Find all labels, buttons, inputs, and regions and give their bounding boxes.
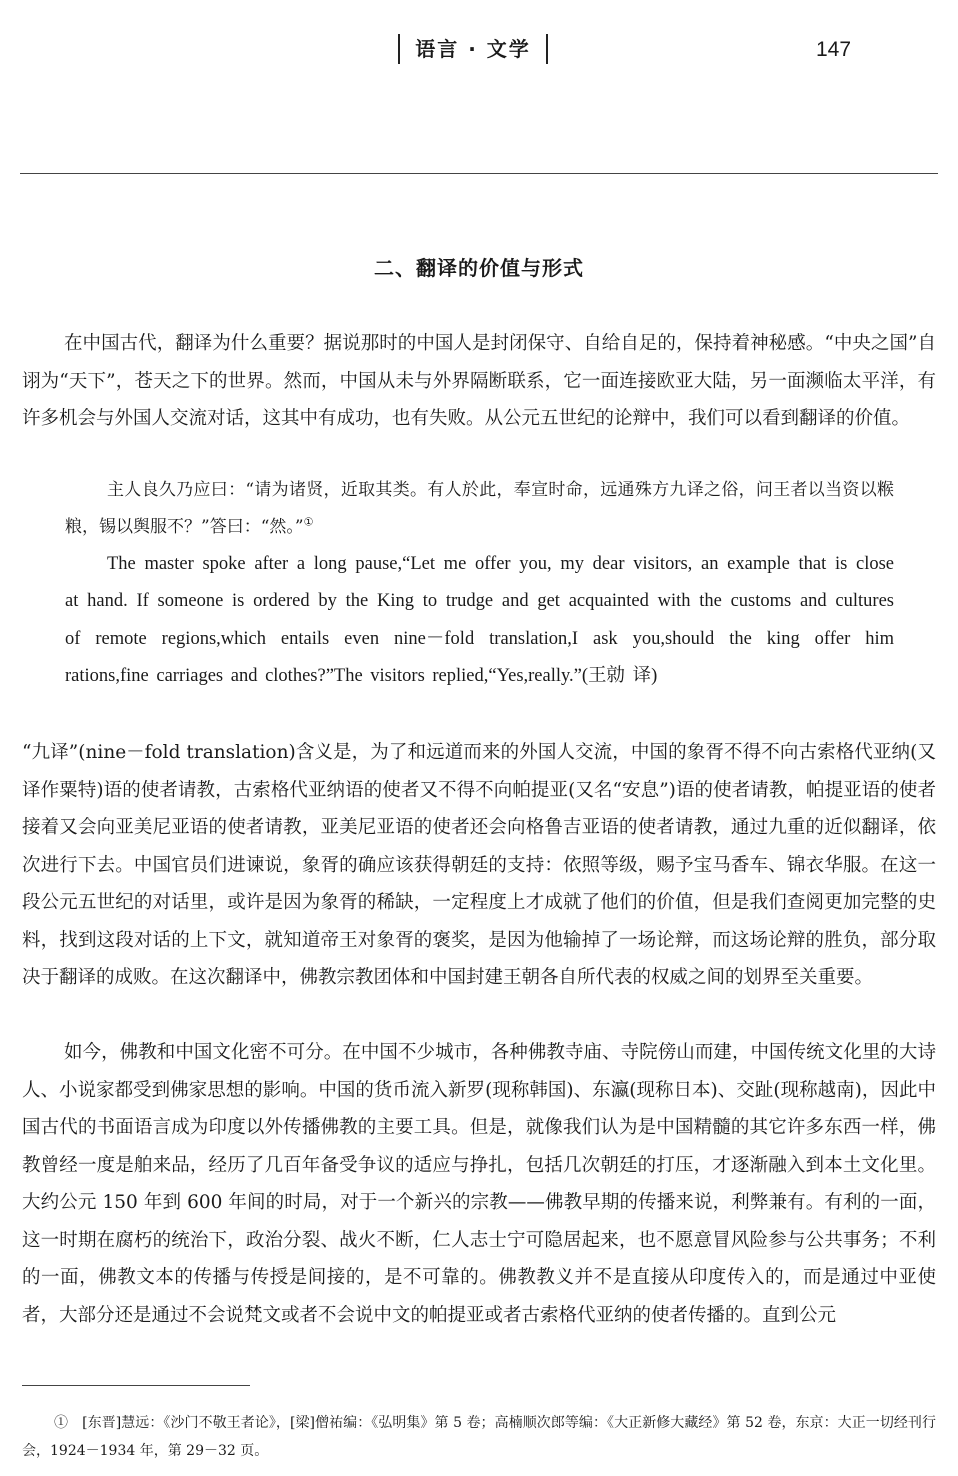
header-divider [20, 173, 938, 174]
footnote: ① [东晋]慧远：《沙门不敬王者论》，[梁]僧祐编：《弘明集》第 5 卷；高楠顺次郎等编：《大正新修大藏经》第 52 卷，东京：大正一切经刊行会，1924－1934 年，第 29－32 页。 [22, 1415, 936, 1459]
quote-english: The master spoke after a long pause,“Let me offer you, my dear visitors, an example that is close at hand. If someone is ordered by the King to trudge and get acquainted with the customs and cultures of remote regions,which entails even nine－fold translation,I ask you,should the king offer him rations,fine carriages and clothes?”The visitors replied,“Yes,really.”(王勍 译) [65, 554, 894, 686]
footnote-marker: ① [303, 515, 314, 529]
footnote-divider [22, 1385, 250, 1386]
paragraph-intro: 在中国古代，翻译为什么重要？据说那时的中国人是封闭保守、自给自足的，保持着神秘感。“中央之国”自诩为“天下”，苍天之下的世界。然而，中国从未与外界隔断联系，它一面连接欧亚大陆，另一面濒临太平洋，有许多机会与外国人交流对话，这其中有成功，也有失败。从公元五世纪的论辩中，我们可以看到翻译的价值。 [22, 333, 936, 429]
paragraph-buddhism: 如今，佛教和中国文化密不可分。在中国不少城市，各种佛教寺庙、寺院傍山而建，中国传统文化里的大诗人、小说家都受到佛家思想的影响。中国的货币流入新罗(现称韩国)、东瀛(现称日本)、交趾(现称越南)，因此中国古代的书面语言成为印度以外传播佛教的主要工具。但是，就像我们认为是中国精髓的其它许多东西一样，佛教曾经一度是舶来品，经历了几百年备受争议的适应与挣扎，包括几次朝廷的打压，才逐渐融入到本土文化里。大约公元 150 年到 600 年间的时局，对于一个新兴的宗教——佛教早期的传播来说，利弊兼有。有利的一面，这一时期在腐朽的统治下，政治分裂、战火不断，仁人志士宁可隐居起来，也不愿意冒风险参与公共事务；不利的一面，佛教文本的传播与传授是间接的，是不可靠的。佛教教义并不是直接从印度传入的，而是通过中亚使者，大部分还是通过不会说梵文或者不会说中文的帕提亚或者古索格代亚纳的使者传播的。直到公元 [22, 1042, 936, 1326]
running-header-section: 语言 · 文学 [398, 34, 548, 64]
quote-chinese-text: 主人良久乃应曰：“请为诸贤，近取其类。有人於此，奉宣时命，远通殊方九译之俗，问王者以当资以糇粮，锡以舆服不？”答曰：“然。” [65, 480, 894, 537]
quote-chinese [65, 472, 894, 546]
page-number: 147 [816, 38, 852, 61]
paragraph-nine-fold: “九译”(nine－fold translation)含义是，为了和远道而来的外国人交流，中国的象胥不得不向古索格代亚纳(又译作粟特)语的使者请教，古索格代亚纳语的使者又不得不向帕提亚(又名“安息”)语的使者请教，帕提亚语的使者接着又会向亚美尼亚语的使者请教，亚美尼亚语的使者还会向格鲁吉亚语的使者请教，通过九重的近似翻译，依次进行下去。中国官员们进谏说，象胥的确应该获得朝廷的支持：依照等级，赐予宝马香车、锦衣华服。在这一段公元五世纪的对话里，或许是因为象胥的稀缺，一定程度上才成就了他们的价值，但是我们查阅更加完整的史料，找到这段对话的上下文，就知道帝王对象胥的褒奖，是因为他输掉了一场论辩，而这场论辩的胜负，部分取决于翻译的成败。在这次翻译中，佛教宗教团体和中国封建王朝各自所代表的权威之间的划界至关重要。 [22, 742, 936, 988]
section-title: 二、翻译的价值与形式 [374, 256, 584, 280]
